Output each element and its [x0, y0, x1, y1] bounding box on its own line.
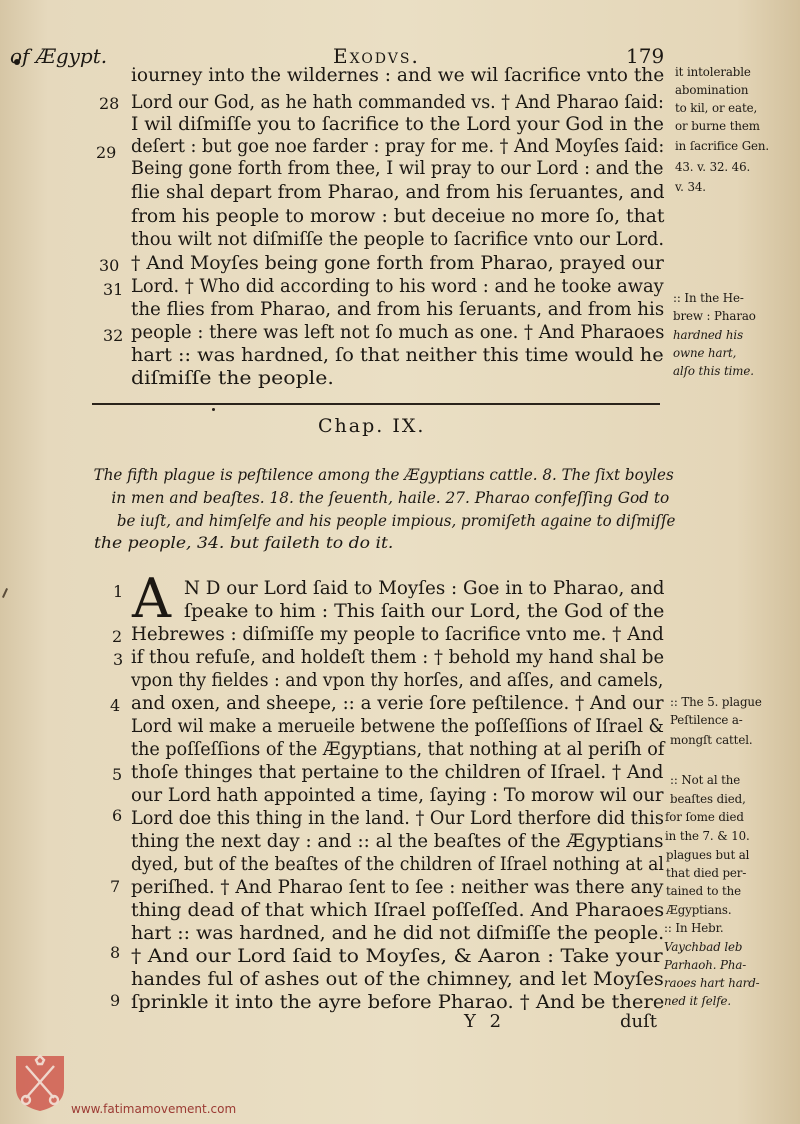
margin-note: beaſtes died, — [670, 792, 746, 806]
text-line: handes ful of ashes out of the chimney, and let Moyſes — [131, 969, 664, 990]
text-line: if thou refuſe, and holdeſt them : † behold my hand shal be — [131, 647, 665, 668]
footer-url: www.fatimamovement.com — [71, 1102, 237, 1116]
text-line: thou wilt not diſmiſſe the people to ſacrifice vnto our Lord. — [131, 229, 665, 250]
margin-note: hardned his — [673, 328, 744, 342]
verse-number: 31 — [103, 280, 124, 299]
text-line: N D our Lord ſaid to Moyſes : Goe in to Pharao, and — [184, 578, 665, 599]
margin-note: v. 34. — [675, 180, 706, 194]
verse-number: 28 — [99, 94, 120, 113]
text-line: the poſſeſſions of the Ægyptians, that nothing at al periſh of — [131, 739, 665, 760]
text-line: ſpeake to him : This ſaith our Lord, the God of the — [184, 601, 665, 622]
margin-note: abomination — [675, 83, 749, 97]
drop-cap: A — [132, 567, 171, 630]
margin-note: Ægyptians. — [666, 903, 732, 917]
verse-number: 29 — [96, 143, 117, 162]
text-line: † And Moyſes being gone forth from Pharao, prayed our — [131, 253, 664, 274]
text-line: Lord wil make a merueile betwene the poſſeſſions of Iſrael & — [131, 716, 664, 737]
text-line: from his people to morow : but deceiue no more ſo, that — [131, 206, 665, 227]
text-line: Being gone forth from thee, I wil pray to our Lord : and the — [131, 158, 664, 179]
verse-number: 8 — [110, 943, 121, 962]
margin-note: or burne them — [675, 119, 760, 133]
margin-note: that died per- — [666, 866, 747, 880]
margin-note: Parhaoh. Pha- — [664, 958, 747, 972]
verse-number: 1 — [113, 582, 124, 601]
ink-speck — [212, 408, 215, 411]
signature-mark: Y 2 — [464, 1011, 506, 1032]
argument-line: The fifth plague is peſtilence among the Ægyptians cattle. 8. The ſixt boyles — [93, 466, 674, 484]
text-line: thing the next day : and :: al the beaſtes of the Ægyptians — [131, 831, 664, 852]
verse-number: 2 — [112, 627, 123, 646]
running-head-left: of Ægypt. — [10, 44, 108, 68]
text-line: people : there was left not ſo much as one. † And Pharaoes — [131, 322, 665, 343]
margin-note: mongſt cattel. — [670, 733, 753, 747]
verse-number: 7 — [110, 877, 121, 896]
margin-note: Vaychbad leb — [664, 940, 743, 954]
text-line: † And our Lord ſaid to Moyſes, & Aaron : Take your — [131, 946, 663, 967]
margin-note: brew : Pharao — [673, 309, 756, 323]
verse-number: 32 — [103, 326, 124, 345]
margin-note: in ſacrifice Gen. — [675, 139, 770, 153]
text-line: dyed, but of the beaſtes of the children of Iſrael nothing at al — [131, 854, 664, 875]
text-line: Hebrewes : diſmiſſe my people to ſacrifice vnto me. † And — [131, 624, 664, 645]
section-rule — [92, 403, 660, 405]
text-line: Lord doe this thing in the land. † Our Lord therfore did this — [131, 808, 664, 829]
text-line: flie shal depart from Pharao, and from his ſeruantes, and — [131, 182, 665, 203]
text-line: ſprinkle it into the ayre before Pharao. † And be there — [131, 992, 665, 1013]
verse-number: 9 — [110, 991, 121, 1010]
argument-line: the people, 34. but faileth to do it. — [93, 534, 394, 552]
margin-note: alſo this time. — [673, 364, 754, 378]
text-line: the flies from Pharao, and from his ſeruants, and from his — [131, 299, 665, 320]
text-line: hart :: was hardned, and he did not diſmiſſe the people. — [131, 923, 665, 944]
text-line: and oxen, and sheepe, :: a verie ſore peſtilence. † And our — [131, 693, 664, 714]
margin-note: to kil, or eate, — [675, 101, 758, 115]
margin-note: :: In Hebr. — [664, 921, 724, 935]
argument-line: be iuſt, and himſelfe and his people impious, promiſeth againe to diſmiſſe — [116, 512, 676, 530]
verse-number: 5 — [112, 765, 123, 784]
catchword: duſt — [620, 1011, 658, 1032]
running-head-title: Exodvs. — [333, 44, 420, 68]
text-line: thing dead of that which Iſrael poſſeſſed. And Pharaoes — [131, 900, 665, 921]
papal-keys-logo-icon — [12, 1054, 68, 1112]
margin-note: :: Not al the — [670, 773, 741, 787]
margin-note: ned it ſelfe. — [664, 994, 732, 1008]
margin-note: owne hart, — [673, 346, 737, 360]
verse-number: 4 — [110, 696, 121, 715]
margin-note: 43. v. 32. 46. — [675, 160, 751, 174]
verse-number: 3 — [113, 650, 124, 669]
margin-note: plagues but al — [666, 848, 750, 862]
text-line: thoſe thinges that pertaine to the children of Iſrael. † And — [131, 762, 664, 783]
text-line: Lord our God, as he hath commanded vs. † And Pharao ſaid: — [131, 92, 664, 113]
text-line: I wil diſmiſſe you to ſacrifice to the Lord your God in the — [131, 114, 664, 135]
margin-note: tained to the — [666, 884, 742, 898]
margin-note: :: In the He- — [673, 291, 744, 305]
verse-number: 6 — [112, 806, 123, 825]
text-line: periſhed. † And Pharao ſent to ſee : neither was there any — [131, 877, 664, 898]
text-line: diſmiſſe the people. — [131, 368, 334, 389]
margin-note: :: The 5. plague — [670, 695, 762, 709]
text-line: hart :: was hardned, ſo that neither this time would he — [131, 345, 664, 366]
edge-mark — [2, 588, 8, 598]
text-line: iourney into the wildernes : and we wil ſacrifice vnto the — [131, 65, 665, 86]
text-line: deſert : but goe noe farder : pray for me. † And Moyſes ſaid: — [131, 136, 665, 157]
margin-note: raoes hart hard- — [664, 976, 760, 990]
chapter-heading: Chap. IX. — [318, 415, 426, 437]
text-line: vpon thy fieldes : and vpon thy horſes, and aſſes, and camels, — [131, 670, 664, 691]
argument-line: in men and beaſtes. 18. the ſeuenth, haile. 27. Pharao confeſſing God to — [111, 489, 670, 507]
text-line: our Lord hath appointed a time, ſaying : To morow wil our — [131, 785, 664, 806]
page-number: 179 — [626, 44, 665, 68]
verse-number: 30 — [99, 256, 120, 275]
margin-note: in the 7. & 10. — [665, 829, 750, 843]
margin-note: Peſtilence a- — [670, 713, 743, 727]
text-line: Lord. † Who did according to his word : and he tooke away — [131, 276, 664, 297]
margin-note: it intolerable — [675, 65, 751, 79]
margin-note: for ſome died — [665, 810, 744, 824]
